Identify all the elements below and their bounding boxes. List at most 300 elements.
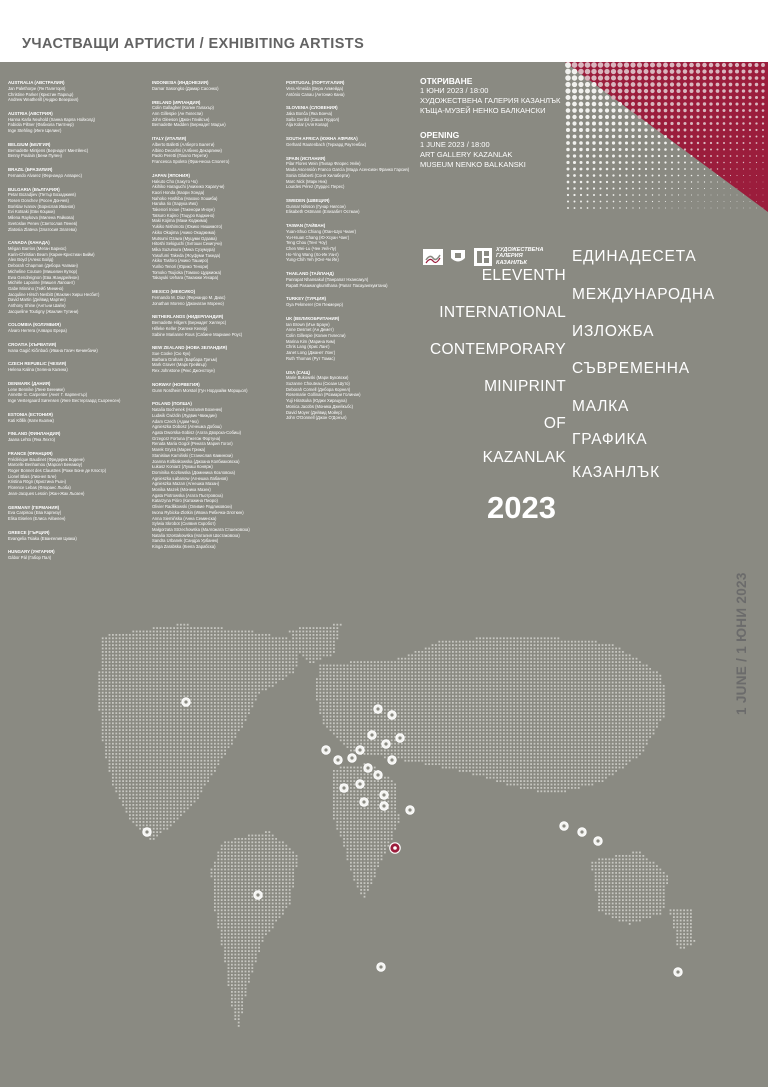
map-dot (639, 726, 641, 728)
map-dot (642, 716, 644, 718)
map-dot (581, 678, 583, 680)
map-dot (350, 722, 352, 724)
map-dot (653, 712, 655, 714)
map-dot (462, 671, 464, 673)
map-dot (421, 654, 423, 656)
map-dot (170, 675, 172, 677)
map-dot (479, 712, 481, 714)
map-dot (557, 722, 559, 724)
map-dot (139, 651, 141, 653)
map-dot (401, 661, 403, 663)
artist-name: Fernando Alvarez (Фернандо Алварес) (8, 172, 82, 178)
map-dot (143, 726, 145, 728)
map-dot (248, 641, 250, 643)
map-dot (377, 688, 379, 690)
map-dot (136, 658, 138, 660)
map-dot (326, 716, 328, 718)
map-dot (146, 668, 148, 670)
map-dot (326, 644, 328, 646)
map-dot (432, 719, 434, 721)
map-dot (109, 702, 111, 704)
map-dot (377, 722, 379, 724)
map-dot (299, 648, 301, 650)
map-dot (282, 658, 284, 660)
map-dot (231, 675, 233, 677)
map-dot (367, 668, 369, 670)
map-dot (231, 637, 233, 639)
map-dot (319, 641, 321, 643)
map-dot (374, 661, 376, 663)
map-dot (143, 699, 145, 701)
map-dot (500, 661, 502, 663)
map-dot (204, 648, 206, 650)
map-dot (500, 726, 502, 728)
map-dot (319, 678, 321, 680)
map-dot (156, 671, 158, 673)
map-dot (564, 658, 566, 660)
map-dot (231, 682, 233, 684)
map-dot (183, 631, 185, 633)
map-dot (177, 716, 179, 718)
map-dot (506, 716, 508, 718)
map-dot (143, 675, 145, 677)
map-dot (432, 695, 434, 697)
map-dot (408, 695, 410, 697)
map-dot (571, 699, 573, 701)
map-dot (401, 712, 403, 714)
map-dot (595, 716, 597, 718)
map-dot (574, 651, 576, 653)
map-dot (449, 719, 451, 721)
map-dot (224, 658, 226, 660)
map-dot (296, 661, 298, 663)
map-dot (119, 702, 121, 704)
map-dot (523, 685, 525, 687)
map-dot (547, 716, 549, 718)
map-dot (425, 654, 427, 656)
map-dot (265, 661, 267, 663)
map-dot (404, 675, 406, 677)
map-dot (415, 705, 417, 707)
map-dot (109, 654, 111, 656)
map-dot (578, 661, 580, 663)
country-name: INDONESIA (ИНДОНЕЗИЯ) (152, 80, 209, 85)
map-dot (248, 648, 250, 650)
map-dot (493, 719, 495, 721)
map-dot (279, 648, 281, 650)
map-dot (268, 675, 270, 677)
map-dot (595, 688, 597, 690)
map-dot (258, 668, 260, 670)
map-dot (102, 726, 104, 728)
map-dot (245, 685, 247, 687)
map-dot (316, 682, 318, 684)
map-dot (323, 637, 325, 639)
map-dot (173, 641, 175, 643)
map-dot (136, 699, 138, 701)
map-dot (527, 699, 529, 701)
map-dot (224, 688, 226, 690)
map-dot (588, 675, 590, 677)
map-dot (479, 648, 481, 650)
map-dot (513, 692, 515, 694)
map-dot (255, 695, 257, 697)
map-dot (143, 631, 145, 633)
map-dot (476, 688, 478, 690)
map-dot (139, 699, 141, 701)
map-dot (190, 665, 192, 667)
map-dot (357, 668, 359, 670)
map-dot (472, 719, 474, 721)
map-dot (238, 702, 240, 704)
map-dot (438, 716, 440, 718)
map-dot (608, 682, 610, 684)
map-dot (200, 719, 202, 721)
map-dot (452, 699, 454, 701)
map-dot (510, 671, 512, 673)
map-dot (520, 726, 522, 728)
map-dot (561, 726, 563, 728)
map-dot (557, 671, 559, 673)
map-dot (326, 699, 328, 701)
map-dot (636, 692, 638, 694)
map-dot (340, 726, 342, 728)
artist-name: Mika Suzumura (Мика Сузумура) (152, 246, 215, 252)
map-dot (547, 637, 549, 639)
map-dot (551, 695, 553, 697)
map-dot (340, 675, 342, 677)
map-dot (394, 722, 396, 724)
map-dot (564, 685, 566, 687)
map-dot (438, 651, 440, 653)
map-dot (401, 665, 403, 667)
map-dot (347, 699, 349, 701)
map-dot (404, 719, 406, 721)
map-dot (238, 651, 240, 653)
map-dot (503, 709, 505, 711)
map-dot (187, 692, 189, 694)
map-dot (350, 688, 352, 690)
map-dot (330, 685, 332, 687)
map-dot (561, 709, 563, 711)
map-dot (449, 685, 451, 687)
map-dot (408, 722, 410, 724)
map-dot (224, 692, 226, 694)
map-dot (234, 631, 236, 633)
map-dot (476, 685, 478, 687)
map-dot (217, 722, 219, 724)
map-dot (551, 685, 553, 687)
map-dot (605, 651, 607, 653)
map-dot (523, 682, 525, 684)
map-dot (442, 716, 444, 718)
map-dot (588, 648, 590, 650)
country-name: CANADA (КАНАДА) (8, 240, 50, 246)
map-dot (251, 688, 253, 690)
map-dot (139, 705, 141, 707)
map-dot (306, 637, 308, 639)
artist-name: Mutsumi Ozawa (Муцуми Одзава) (152, 235, 217, 241)
map-dot (136, 688, 138, 690)
map-dot (466, 644, 468, 646)
map-dot (268, 651, 270, 653)
map-dot (602, 688, 604, 690)
map-dot (255, 634, 257, 636)
map-dot (547, 688, 549, 690)
map-dot (248, 699, 250, 701)
map-dot (221, 651, 223, 653)
map-dot (160, 654, 162, 656)
map-dot (207, 651, 209, 653)
map-dot (581, 709, 583, 711)
map-dot (391, 705, 393, 707)
map-dot (595, 671, 597, 673)
map-dot (394, 726, 396, 728)
map-dot (449, 702, 451, 704)
map-dot (574, 719, 576, 721)
map-dot (639, 709, 641, 711)
artist-name: António Canau (Антонио Кана) (286, 91, 345, 97)
map-dot (353, 678, 355, 680)
map-dot (605, 722, 607, 724)
map-dot (166, 716, 168, 718)
map-dot (534, 712, 536, 714)
map-dot (615, 648, 617, 650)
map-dot (415, 702, 417, 704)
artist-name: Jacqueline Toutigny (Жаклин Тутини) (8, 308, 79, 314)
map-dot (622, 699, 624, 701)
map-dot (166, 712, 168, 714)
map-dot (183, 675, 185, 677)
map-dot (360, 688, 362, 690)
map-dot (241, 678, 243, 680)
map-dot (588, 654, 590, 656)
map-dot (394, 692, 396, 694)
artist-name: Michèle Lapointe (Мишел Лапоант) (8, 280, 75, 286)
map-dot (561, 661, 563, 663)
map-dot (170, 716, 172, 718)
map-dot (126, 716, 128, 718)
map-dot (578, 722, 580, 724)
map-dot (245, 709, 247, 711)
map-dot (207, 705, 209, 707)
map-dot (323, 719, 325, 721)
artist-name: Zlatosia Zlateva (Златосия Златева) (8, 226, 77, 232)
map-dot (551, 678, 553, 680)
map-dot (129, 716, 131, 718)
map-dot (105, 661, 107, 663)
map-dot (428, 658, 430, 660)
map-dot (540, 675, 542, 677)
map-dot (197, 705, 199, 707)
map-dot (180, 661, 182, 663)
map-dot (425, 712, 427, 714)
map-dot (503, 716, 505, 718)
map-dot (486, 685, 488, 687)
map-dot (384, 688, 386, 690)
map-dot (404, 671, 406, 673)
map-dot (520, 692, 522, 694)
map-dot (180, 644, 182, 646)
map-dot (228, 648, 230, 650)
map-dot (489, 709, 491, 711)
map-dot (115, 705, 117, 707)
map-dot (241, 709, 243, 711)
map-dot (180, 665, 182, 667)
map-dot (241, 634, 243, 636)
map-dot (319, 668, 321, 670)
map-dot (537, 658, 539, 660)
map-dot (432, 699, 434, 701)
map-dot (217, 705, 219, 707)
map-dot (231, 712, 233, 714)
map-dot (187, 695, 189, 697)
map-dot (146, 678, 148, 680)
map-dot (469, 678, 471, 680)
map-dot (612, 651, 614, 653)
map-dot (146, 665, 148, 667)
artist-name: Francesca Spoleto (Франческа Сполето) (152, 159, 230, 165)
map-dot (381, 695, 383, 697)
map-dot (115, 658, 117, 660)
map-dot (554, 637, 556, 639)
map-dot (126, 644, 128, 646)
map-dot (578, 712, 580, 714)
map-dot (122, 654, 124, 656)
map-dot (370, 668, 372, 670)
map-dot (214, 695, 216, 697)
map-dot (160, 671, 162, 673)
map-dot (187, 722, 189, 724)
map-dot (476, 719, 478, 721)
map-dot (200, 661, 202, 663)
map-dot (534, 641, 536, 643)
map-dot (646, 692, 648, 694)
map-dot (537, 641, 539, 643)
map-dot (370, 722, 372, 724)
map-dot (578, 651, 580, 653)
map-dot (544, 644, 546, 646)
map-dot (238, 685, 240, 687)
map-dot (472, 702, 474, 704)
map-dot (466, 712, 468, 714)
map-dot (156, 668, 158, 670)
map-dot (534, 658, 536, 660)
map-dot (234, 661, 236, 663)
map-dot (534, 651, 536, 653)
map-dot (333, 644, 335, 646)
map-dot (547, 668, 549, 670)
map-dot (510, 709, 512, 711)
map-dot (166, 654, 168, 656)
map-dot (432, 688, 434, 690)
map-dot (425, 722, 427, 724)
map-dot (574, 654, 576, 656)
map-dot (149, 668, 151, 670)
map-dot (585, 651, 587, 653)
artist-name: Chris Lang (Крис Ланг) (286, 344, 330, 350)
map-dot (649, 709, 651, 711)
map-dot (221, 702, 223, 704)
map-dot (459, 641, 461, 643)
map-dot (401, 702, 403, 704)
country-name: CROATIA (ХЪРВАТИЯ) (8, 341, 57, 347)
map-dot (245, 654, 247, 656)
map-dot (551, 651, 553, 653)
map-dot (588, 671, 590, 673)
map-dot (238, 719, 240, 721)
artist-name: Olivier Radłikowski (Оливие Радликовски) (152, 504, 232, 510)
map-dot (353, 665, 355, 667)
map-dot (581, 665, 583, 667)
map-dot (449, 695, 451, 697)
map-dot (622, 654, 624, 656)
map-dot (112, 682, 114, 684)
map-dot (432, 661, 434, 663)
map-dot (245, 716, 247, 718)
map-dot (408, 668, 410, 670)
map-dot (636, 671, 638, 673)
map-dot (360, 719, 362, 721)
artist-name: Łukasz Koniarz (Лукаш Конярж) (152, 464, 213, 470)
map-dot (173, 709, 175, 711)
artist-name: Albino Decarlini (Албино Декарлини) (152, 147, 222, 153)
map-dot (612, 722, 614, 724)
map-dot (649, 668, 651, 670)
map-dot (241, 688, 243, 690)
artist-name: Jan Palethorpe (Ян Палеторп) (8, 85, 66, 91)
map-dot (173, 675, 175, 677)
map-dot (571, 726, 573, 728)
map-dot (217, 665, 219, 667)
map-dot (530, 692, 532, 694)
map-dot (289, 648, 291, 650)
map-dot (333, 695, 335, 697)
map-dot (313, 627, 315, 629)
artist-name: Lionel Blais (Лионел Бле) (8, 473, 57, 479)
map-dot (619, 716, 621, 718)
map-dot (357, 661, 359, 663)
map-dot (299, 637, 301, 639)
map-dot (377, 661, 379, 663)
map-dot (493, 661, 495, 663)
map-dot (340, 678, 342, 680)
map-dot (143, 709, 145, 711)
map-dot (122, 726, 124, 728)
map-dot (574, 705, 576, 707)
map-dot (432, 658, 434, 660)
map-dot (547, 722, 549, 724)
map-dot (551, 658, 553, 660)
map-dot (445, 668, 447, 670)
map-dot (282, 678, 284, 680)
map-dot (534, 719, 536, 721)
map-dot (177, 722, 179, 724)
map-dot (547, 702, 549, 704)
map-dot (595, 719, 597, 721)
map-dot (105, 726, 107, 728)
map-dot (619, 695, 621, 697)
map-dot (622, 675, 624, 677)
map-dot (503, 675, 505, 677)
map-dot (217, 726, 219, 728)
map-dot (129, 644, 131, 646)
map-dot (462, 685, 464, 687)
map-dot (336, 682, 338, 684)
map-dot (166, 671, 168, 673)
map-dot (149, 719, 151, 721)
country-name: NORWAY (НОРВЕГИЯ) (152, 381, 200, 387)
